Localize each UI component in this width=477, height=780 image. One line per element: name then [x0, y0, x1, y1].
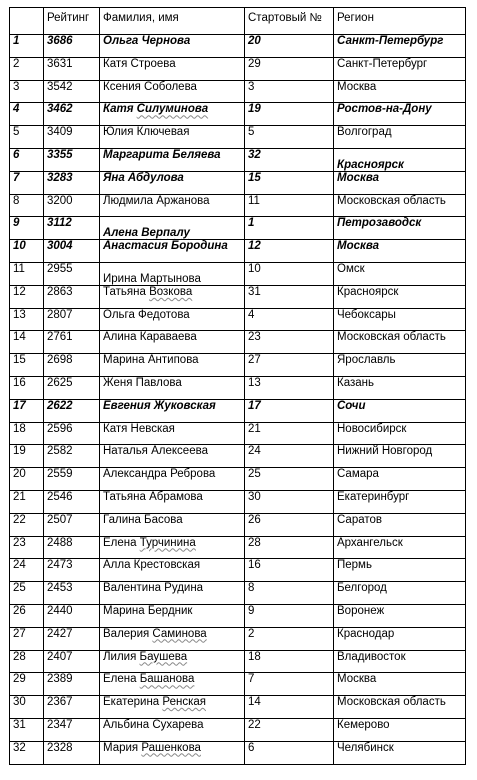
surname-text: Баушева [139, 650, 188, 663]
table-row [10, 422, 466, 445]
cell-start-number: 13 [245, 376, 334, 399]
table-row [10, 490, 466, 513]
cell-name: Наталья Алексеева [100, 445, 245, 468]
cell-number: 25 [10, 582, 44, 605]
cell-region: Москва [334, 673, 466, 696]
cell-name: Катя Силуминова [100, 103, 245, 126]
cell-region: Красноярск [334, 148, 466, 171]
cell-number: 3 [10, 80, 44, 103]
cell-start-number: 17 [245, 399, 334, 422]
cell-region: Омск [334, 262, 466, 285]
table-row [10, 171, 466, 194]
table-row [10, 376, 466, 399]
cell-region: Волгоград [334, 126, 466, 149]
table-row [10, 240, 466, 263]
cell-name: Маргарита Беляева [100, 148, 245, 171]
cell-number: 15 [10, 354, 44, 377]
cell-rating: 2488 [44, 536, 100, 559]
cell-rating: 2473 [44, 559, 100, 582]
table-row [10, 696, 466, 719]
cell-region: Московская область [334, 696, 466, 719]
cell-number: 30 [10, 696, 44, 719]
header-rating: Рейтинг [44, 8, 100, 35]
cell-number: 18 [10, 422, 44, 445]
cell-rating: 2440 [44, 604, 100, 627]
cell-rating: 3462 [44, 103, 100, 126]
cell-rating: 2807 [44, 308, 100, 331]
header-number [10, 8, 44, 35]
cell-start-number: 22 [245, 718, 334, 741]
cell-region: Кемерово [334, 718, 466, 741]
cell-start-number: 4 [245, 308, 334, 331]
cell-rating: 2347 [44, 718, 100, 741]
cell-number: 7 [10, 171, 44, 194]
table-row [10, 604, 466, 627]
cell-start-number: 6 [245, 741, 334, 764]
cell-start-number: 14 [245, 696, 334, 719]
cell-name: Татьяна Возкова [100, 285, 245, 308]
cell-rating: 3283 [44, 171, 100, 194]
table-row [10, 468, 466, 491]
cell-number: 20 [10, 468, 44, 491]
cell-number: 13 [10, 308, 44, 331]
cell-name: Алина Караваева [100, 331, 245, 354]
cell-name: Ольга Федотова [100, 308, 245, 331]
cell-start-number: 2 [245, 627, 334, 650]
surname-text: Силуминова [136, 103, 209, 116]
cell-number: 9 [10, 217, 44, 240]
cell-rating: 3631 [44, 57, 100, 80]
cell-name: Женя Павлова [100, 376, 245, 399]
table-row [10, 80, 466, 103]
cell-region: Красноярск [334, 285, 466, 308]
cell-rating: 2427 [44, 627, 100, 650]
cell-name: Юлия Ключевая [100, 126, 245, 149]
cell-region: Саратов [334, 513, 466, 536]
cell-region: Чебоксары [334, 308, 466, 331]
header-name: Фамилия, имя [100, 8, 245, 35]
cell-number: 32 [10, 741, 44, 764]
cell-number: 22 [10, 513, 44, 536]
table-row [10, 399, 466, 422]
cell-region: Ростов-на-Дону [334, 103, 466, 126]
cell-rating: 2367 [44, 696, 100, 719]
document-page [9, 7, 466, 765]
cell-number: 16 [10, 376, 44, 399]
cell-name: Ксения Соболева [100, 80, 245, 103]
cell-number: 21 [10, 490, 44, 513]
cell-name: Елена Турчинина [100, 536, 245, 559]
cell-name: Мария Рашенкова [100, 741, 245, 764]
cell-region: Санкт-Петербург [334, 57, 466, 80]
cell-number: 26 [10, 604, 44, 627]
cell-number: 12 [10, 285, 44, 308]
cell-region: Московская область [334, 331, 466, 354]
cell-number: 29 [10, 673, 44, 696]
cell-region: Новосибирск [334, 422, 466, 445]
cell-number: 1 [10, 35, 44, 58]
table-row [10, 57, 466, 80]
cell-start-number: 3 [245, 80, 334, 103]
cell-name: Екатерина Ренская [100, 696, 245, 719]
table-row [10, 536, 466, 559]
table-row [10, 354, 466, 377]
cell-number: 6 [10, 148, 44, 171]
cell-region: Санкт-Петербург [334, 35, 466, 58]
cell-number: 14 [10, 331, 44, 354]
cell-start-number: 28 [245, 536, 334, 559]
cell-start-number: 15 [245, 171, 334, 194]
cell-name: Валентина Рудина [100, 582, 245, 605]
cell-region: Архангельск [334, 536, 466, 559]
cell-rating: 2761 [44, 331, 100, 354]
table-row [10, 126, 466, 149]
table-row [10, 194, 466, 217]
cell-rating: 2559 [44, 468, 100, 491]
cell-start-number: 31 [245, 285, 334, 308]
cell-rating: 2453 [44, 582, 100, 605]
surname-text: Башанова [139, 673, 195, 686]
cell-start-number: 29 [245, 57, 334, 80]
cell-start-number: 32 [245, 148, 334, 171]
cell-number: 27 [10, 627, 44, 650]
header-region: Регион [334, 8, 466, 35]
cell-rating: 2546 [44, 490, 100, 513]
cell-start-number: 30 [245, 490, 334, 513]
cell-name: Марина Бердник [100, 604, 245, 627]
table-row [10, 103, 466, 126]
cell-name: Марина Антипова [100, 354, 245, 377]
cell-rating: 3200 [44, 194, 100, 217]
cell-name: Ирина Мартынова [100, 262, 245, 285]
table-row [10, 262, 466, 285]
cell-name: Галина Басова [100, 513, 245, 536]
cell-region: Екатеринбург [334, 490, 466, 513]
cell-number: 10 [10, 240, 44, 263]
table-row [10, 582, 466, 605]
cell-region: Сочи [334, 399, 466, 422]
table-row [10, 741, 466, 764]
surname-text: Верпалу [141, 227, 190, 240]
cell-name: Катя Строева [100, 57, 245, 80]
table-row [10, 650, 466, 673]
cell-start-number: 18 [245, 650, 334, 673]
cell-name: Альбина Сухарева [100, 718, 245, 741]
cell-name: Валерия Саминова [100, 627, 245, 650]
cell-number: 17 [10, 399, 44, 422]
cell-start-number: 11 [245, 194, 334, 217]
table-row [10, 445, 466, 468]
cell-number: 8 [10, 194, 44, 217]
cell-name: Лилия Баушева [100, 650, 245, 673]
cell-rating: 2389 [44, 673, 100, 696]
cell-region: Московская область [334, 194, 466, 217]
cell-name: Катя Невская [100, 422, 245, 445]
cell-rating: 2625 [44, 376, 100, 399]
cell-number: 28 [10, 650, 44, 673]
cell-region: Москва [334, 171, 466, 194]
cell-name: Ольга Чернова [100, 35, 245, 58]
table-row [10, 673, 466, 696]
cell-region: Ярославль [334, 354, 466, 377]
cell-start-number: 16 [245, 559, 334, 582]
cell-number: 4 [10, 103, 44, 126]
table-row [10, 559, 466, 582]
cell-name: Евгения Жуковская [100, 399, 245, 422]
header-row [10, 8, 466, 35]
cell-region: Петрозаводск [334, 217, 466, 240]
cell-rating: 2407 [44, 650, 100, 673]
cell-region: Белгород [334, 582, 466, 605]
cell-rating: 3542 [44, 80, 100, 103]
cell-start-number: 21 [245, 422, 334, 445]
surname-text: Рашенкова [141, 741, 201, 754]
surname-text: Саминова [152, 627, 207, 640]
cell-number: 31 [10, 718, 44, 741]
table-body [10, 35, 466, 765]
cell-name: Алена Верпалу [100, 217, 245, 240]
header-start-number: Стартовый № [245, 8, 334, 35]
cell-region: Челябинск [334, 741, 466, 764]
cell-name: Яна Абдулова [100, 171, 245, 194]
cell-rating: 2328 [44, 741, 100, 764]
table-row [10, 285, 466, 308]
cell-region: Краснодар [334, 627, 466, 650]
table-row [10, 308, 466, 331]
cell-start-number: 5 [245, 126, 334, 149]
surname-text: Турчинина [139, 536, 196, 549]
table-row [10, 627, 466, 650]
table-row [10, 35, 466, 58]
cell-name: Анастасия Бородина [100, 240, 245, 263]
cell-start-number: 25 [245, 468, 334, 491]
cell-rating: 2955 [44, 262, 100, 285]
cell-start-number: 9 [245, 604, 334, 627]
cell-rating: 3004 [44, 240, 100, 263]
table-row [10, 513, 466, 536]
cell-start-number: 19 [245, 103, 334, 126]
cell-start-number: 7 [245, 673, 334, 696]
cell-start-number: 10 [245, 262, 334, 285]
cell-region: Самара [334, 468, 466, 491]
cell-number: 2 [10, 57, 44, 80]
cell-region: Москва [334, 240, 466, 263]
cell-region: Пермь [334, 559, 466, 582]
cell-start-number: 1 [245, 217, 334, 240]
cell-number: 24 [10, 559, 44, 582]
cell-rating: 2698 [44, 354, 100, 377]
table-row [10, 217, 466, 240]
cell-rating: 2507 [44, 513, 100, 536]
cell-start-number: 12 [245, 240, 334, 263]
cell-number: 19 [10, 445, 44, 468]
surname-text: Возкова [149, 285, 193, 298]
cell-region: Владивосток [334, 650, 466, 673]
cell-start-number: 20 [245, 35, 334, 58]
cell-rating: 3112 [44, 217, 100, 240]
cell-start-number: 8 [245, 582, 334, 605]
cell-region: Москва [334, 80, 466, 103]
cell-start-number: 27 [245, 354, 334, 377]
cell-start-number: 23 [245, 331, 334, 354]
cell-region: Казань [334, 376, 466, 399]
cell-region: Нижний Новгород [334, 445, 466, 468]
table-row [10, 718, 466, 741]
cell-name: Алла Крестовская [100, 559, 245, 582]
cell-rating: 3355 [44, 148, 100, 171]
cell-start-number: 26 [245, 513, 334, 536]
cell-name: Александра Реброва [100, 468, 245, 491]
cell-region: Воронеж [334, 604, 466, 627]
cell-name: Людмила Аржанова [100, 194, 245, 217]
table-row [10, 148, 466, 171]
cell-name: Татьяна Абрамова [100, 490, 245, 513]
cell-rating: 2863 [44, 285, 100, 308]
surname-text: Ренская [162, 696, 206, 709]
cell-rating: 3686 [44, 35, 100, 58]
cell-name: Елена Башанова [100, 673, 245, 696]
cell-rating: 2582 [44, 445, 100, 468]
cell-number: 11 [10, 262, 44, 285]
cell-rating: 2622 [44, 399, 100, 422]
table-row [10, 331, 466, 354]
cell-number: 23 [10, 536, 44, 559]
cell-start-number: 24 [245, 445, 334, 468]
cell-rating: 3409 [44, 126, 100, 149]
cell-rating: 2596 [44, 422, 100, 445]
cell-number: 5 [10, 126, 44, 149]
rating-table [9, 7, 466, 765]
